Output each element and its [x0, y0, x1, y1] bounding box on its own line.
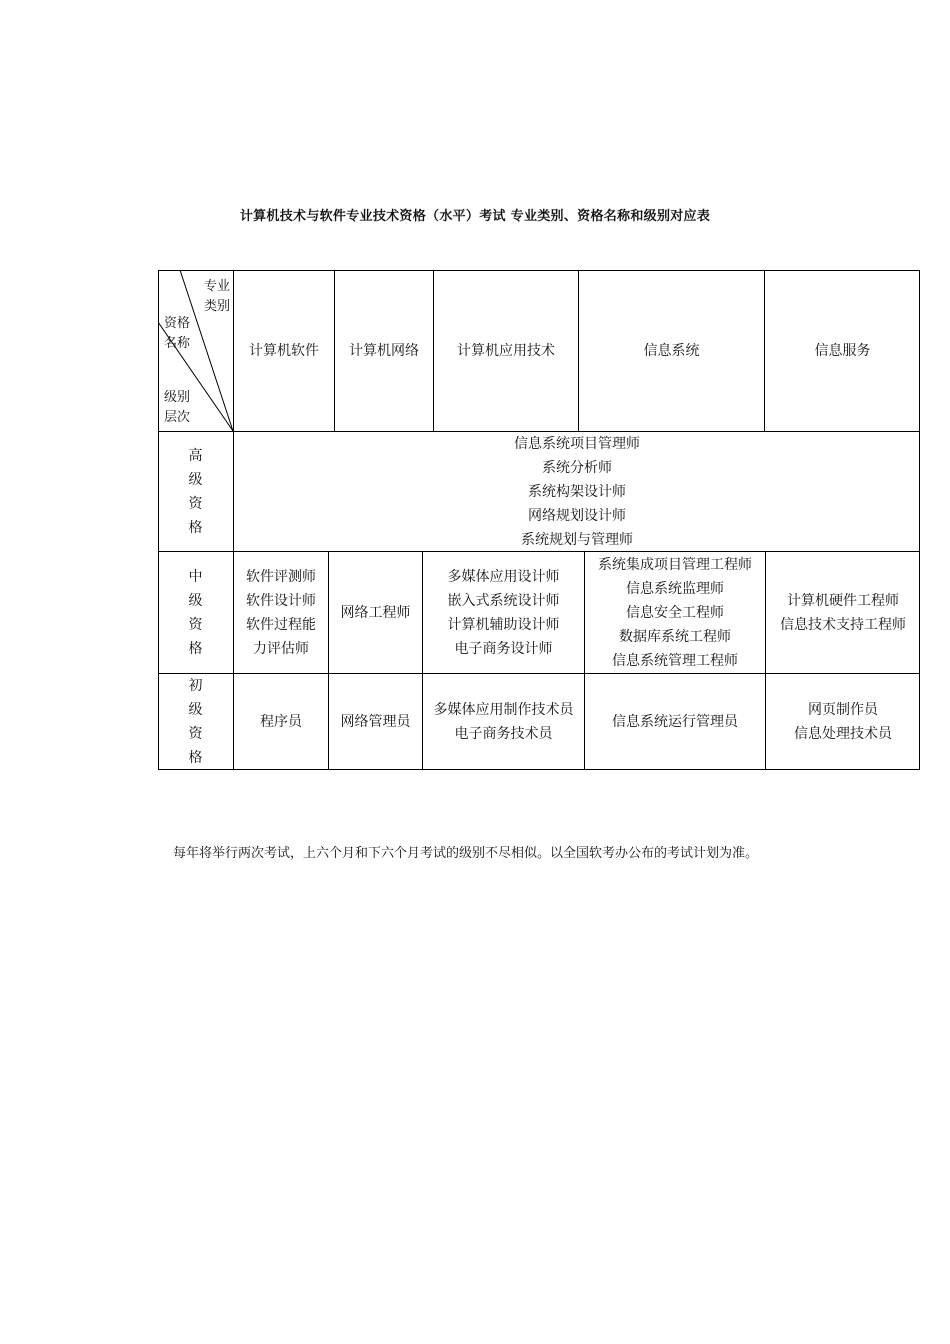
- high-level-qualifications: 信息系统项目管理师 系统分析师 系统构架设计师 网络规划设计师 系统规划与管理师: [514, 435, 640, 548]
- exam-schedule-note: 每年将举行两次考试，上六个月和下六个月考试的级别不尽相似。以全国软考办公布的考试计划为准。: [173, 846, 759, 861]
- header-computer-network: 计算机网络: [349, 343, 419, 359]
- header-computer-application: 计算机应用技术: [457, 343, 555, 359]
- mid-network-qualifications: 网络工程师: [340, 604, 411, 621]
- corner-qualification-label: 资格 名称: [164, 316, 191, 351]
- low-info-system-qualifications: 信息系统运行管理员: [612, 714, 738, 730]
- low-software-qualifications: 程序员: [260, 714, 302, 730]
- level-high: 高 级 资 格: [188, 447, 203, 536]
- header-information-service: 信息服务: [814, 343, 871, 359]
- corner-level-label: 级别 层次: [164, 390, 191, 425]
- low-network-qualifications: 网络管理员: [340, 714, 411, 730]
- header-information-system: 信息系统: [643, 343, 700, 359]
- document-title: 计算机技术与软件专业技术资格（水平）考试 专业类别、资格名称和级别对应表: [239, 209, 711, 224]
- mid-software-qualifications: 软件评测师 软件设计师 软件过程能 力评估师: [246, 568, 316, 657]
- level-mid: 中 级 资 格: [188, 568, 203, 657]
- mid-info-service-qualifications: 计算机硬件工程师 信息技术支持工程师: [780, 592, 906, 633]
- mid-application-qualifications: 多媒体应用设计师 嵌入式系统设计师 计算机辅助设计师 电子商务设计师: [447, 568, 560, 657]
- low-application-qualifications: 多媒体应用制作技术员 电子商务技术员: [433, 702, 574, 742]
- corner-category-label: 专业 类别: [204, 279, 231, 314]
- low-info-service-qualifications: 网页制作员 信息处理技术员: [794, 702, 892, 742]
- level-low: 初 级 资 格: [188, 678, 203, 766]
- header-computer-software: 计算机软件: [249, 343, 319, 359]
- mid-info-system-qualifications: 系统集成项目管理工程师 信息系统监理师 信息安全工程师 数据库系统工程师 信息系统管理工程师: [598, 556, 752, 669]
